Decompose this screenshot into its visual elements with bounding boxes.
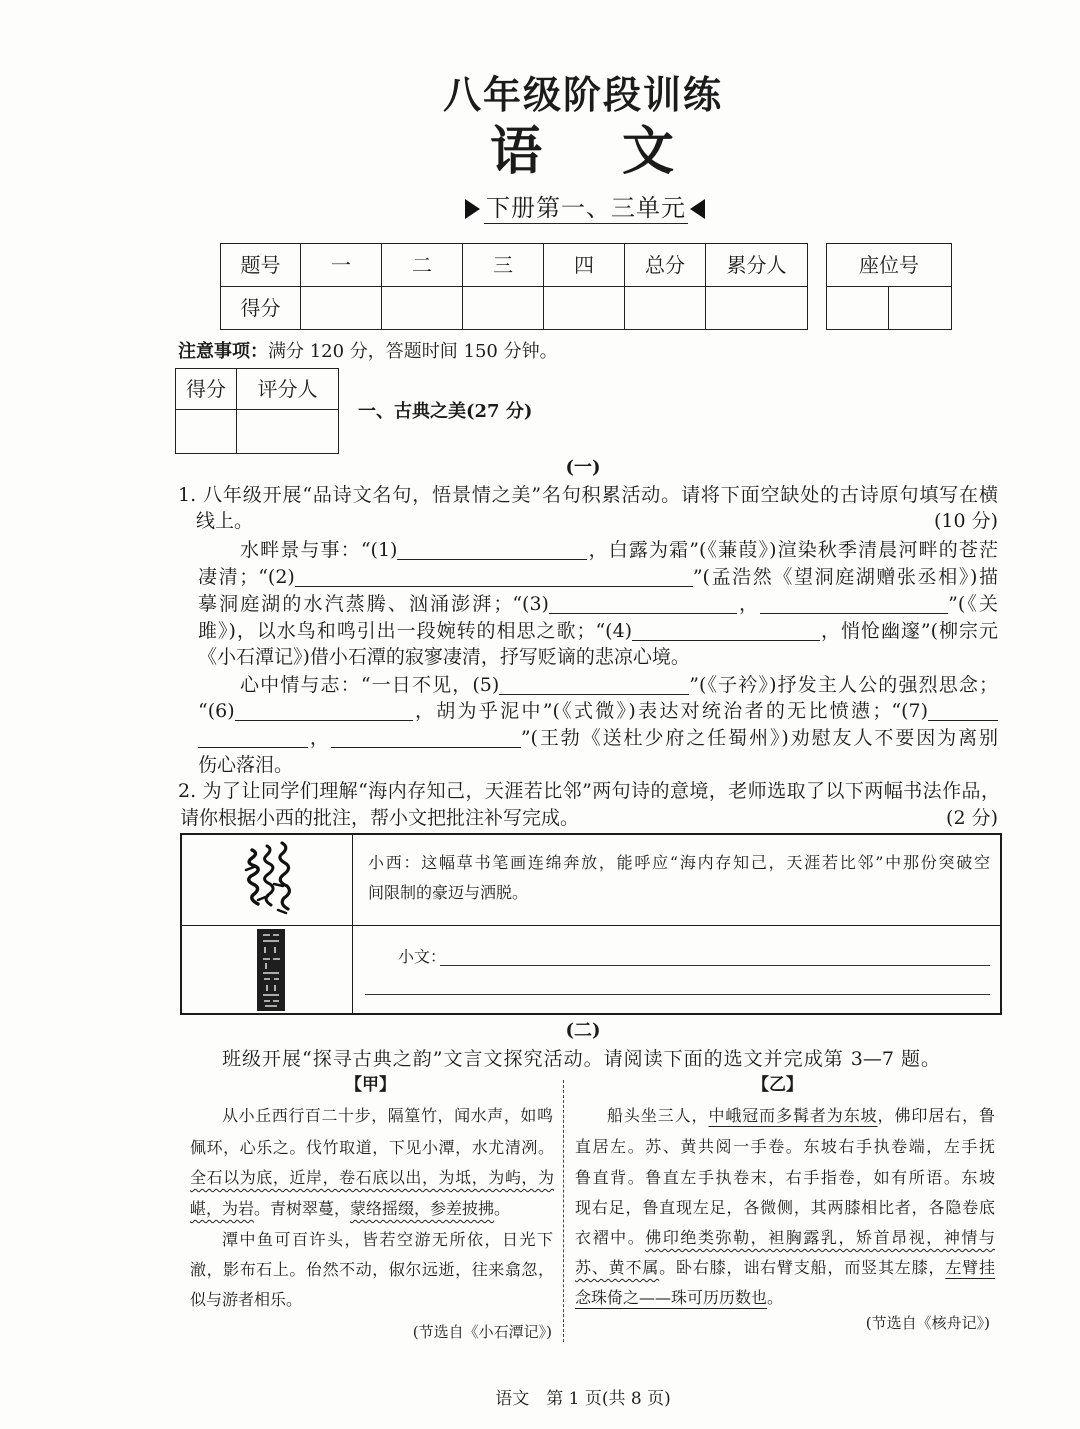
passage-jia-line <box>190 1255 554 1285</box>
score-table-score-row <box>221 287 808 330</box>
passage-jia-line <box>190 1194 554 1224</box>
score-row-label: 得分 <box>221 287 301 330</box>
passage-jia-line <box>190 1133 554 1163</box>
subject-char-2: 文 <box>622 121 675 182</box>
answer-blank-6 <box>235 704 413 721</box>
passage-yi-line <box>575 1283 995 1313</box>
q1-text: ， <box>736 593 761 615</box>
xiaowen-label: 小文： <box>398 947 447 966</box>
passage-text: 从小丘西行百二十步，隔篁竹，闻水声，如鸣 <box>222 1106 553 1125</box>
seat-value-row <box>827 287 952 330</box>
part-label-1: (一) <box>565 457 601 478</box>
passage-yi-line <box>575 1132 995 1162</box>
passage-yi-line <box>575 1223 995 1253</box>
grader-table <box>175 368 339 454</box>
passage-yi-line <box>575 1253 995 1283</box>
passage-text: 。青树翠蔓， <box>254 1199 351 1218</box>
q1-text: 摹洞庭湖的水汽蒸腾、汹涌澎湃；“(3) <box>198 593 549 615</box>
box-divider-horizontal <box>180 925 1000 926</box>
score-header-cell: 四 <box>544 244 625 287</box>
score-cell <box>706 287 808 330</box>
passage-text: 。 <box>494 1199 511 1218</box>
grader-score-label: 得分 <box>176 369 237 410</box>
score-header-cell: 一 <box>301 244 382 287</box>
answer-blank-4 <box>632 624 820 641</box>
answer-blank-3a <box>549 597 737 614</box>
score-cell <box>301 287 382 330</box>
passage-text: 佛印绝类弥勒，袒胸露乳，矫首昂视，神情与 <box>645 1228 995 1247</box>
answer-blank-7b <box>198 731 308 748</box>
seat-cell <box>889 287 952 330</box>
q1-text: ”(孟浩然《望洞庭湖赠张丞相》)描 <box>692 566 998 588</box>
score-table <box>220 243 808 330</box>
seat-number-label: 座位号 <box>827 244 952 287</box>
passage-text: 全石以为底，近岸，卷石底以出，为坻，为屿，为 <box>190 1168 554 1187</box>
q1-text: 凄清；“(2) <box>198 566 295 588</box>
passage-text: 念珠倚之——珠可历历数也 <box>575 1288 768 1307</box>
passage-text: 直居左。苏、黄共阅一手卷。东坡右手执卷端，左手抚 <box>575 1137 995 1156</box>
grader-name-cell <box>237 410 339 454</box>
q1-text: 水畔景与事：“(1) <box>240 539 398 561</box>
q1-text: 雎》)，以水鸟和鸣引出一段婉转的相思之歌；“(4) <box>198 620 633 642</box>
passage-text: 嵁，为岩 <box>190 1199 255 1218</box>
q1-line <box>198 564 998 591</box>
q1-line <box>240 537 998 564</box>
score-cell <box>382 287 463 330</box>
passage-text: 蒙络摇缀，参差披拂 <box>350 1199 495 1218</box>
seat-cell <box>827 287 889 330</box>
q1-points: (10 分) <box>933 510 998 532</box>
triangle-right-icon <box>465 199 480 219</box>
grader-score-cell <box>176 410 237 454</box>
passage-yi-label: 【乙】 <box>752 1075 803 1095</box>
q1-text: ，胡为乎泥中”(《式微》)表达对统治者的无比愤懑；“(7) <box>412 700 928 722</box>
passage-jia-source: (节选自《小石潭记》) <box>412 1323 552 1341</box>
q1-text: 心中情与志：“一日不见，(5) <box>240 674 500 696</box>
passage-text: 。卧右膝，诎右臂支船，而竖其左膝， <box>659 1258 946 1277</box>
xiaowen-answer-line <box>440 965 990 966</box>
score-table-header-row <box>221 244 808 287</box>
passage-jia-label: 【甲】 <box>345 1075 396 1095</box>
passage-jia-line <box>222 1225 553 1255</box>
q1-text: ”(《子衿》)抒发主人公的强烈思念； <box>689 674 998 696</box>
xiaoxi-annotation-line: 小西：这幅草书笔画连绵奔放，能呼应“海内存知己，天涯若比邻”中那份突破空 <box>368 853 990 872</box>
passage-text: 现右足，鲁直现左足，各微侧，其两膝相比者，各隐卷底 <box>575 1198 995 1217</box>
passage-jia-line <box>190 1285 554 1315</box>
q1-text: ， <box>308 727 331 749</box>
scope-label: 下册第一、三单元 <box>486 194 686 222</box>
q2-stem-line: 请你根据小西的批注，帮小文把批注补写完成。 <box>180 807 580 829</box>
passage-yi-line <box>607 1101 995 1131</box>
subject-char-1: 语 <box>490 121 543 182</box>
column-divider <box>563 1080 564 1342</box>
q1-stem-line: 1. 八年级开展“品诗文名句，悟景情之美”名句积累活动。请将下面空缺处的古诗原句填写在横 <box>178 484 998 506</box>
passage-text: 。 <box>767 1288 784 1307</box>
triangle-left-icon <box>690 199 705 219</box>
score-header-cell: 二 <box>382 244 463 287</box>
score-cell <box>463 287 544 330</box>
passage-yi-line <box>575 1163 995 1193</box>
q1-text: 伤心落泪。 <box>198 754 294 776</box>
answer-blank-2 <box>295 570 693 587</box>
passage-jia-line <box>190 1163 554 1193</box>
seat-header-row <box>827 244 952 287</box>
xiaoxi-annotation-line: 间限制的豪迈与洒脱。 <box>368 883 529 902</box>
score-header-cell: 三 <box>463 244 544 287</box>
part-label-2: (二) <box>565 1020 601 1041</box>
passage-text: 衣褶中。 <box>575 1228 646 1247</box>
cursive-calligraphy-artwork <box>238 840 298 922</box>
grader-header-row <box>176 369 339 410</box>
part2-intro: 班级开展“探寻古典之韵”文言文探究活动。请阅读下面的选文并完成第 3—7 题。 <box>222 1048 940 1070</box>
score-header-cell: 累分人 <box>706 244 808 287</box>
xiaowen-answer-line <box>365 994 990 995</box>
q1-line <box>240 672 998 699</box>
q1-line <box>198 698 998 725</box>
q1-text: ，悄怆幽邃”(柳宗元 <box>820 620 998 642</box>
section-title: 一、古典之美(27 分) <box>358 401 533 422</box>
passage-yi-line <box>575 1193 995 1223</box>
passage-text: 潭中鱼可百许头，皆若空游无所依，日光下 <box>222 1230 553 1249</box>
q2-points: (2 分) <box>946 807 998 829</box>
q1-line <box>198 752 498 779</box>
passage-text: 中峨冠而多髯者为东坡 <box>708 1106 878 1125</box>
notice-label: 注意事项： <box>178 341 268 362</box>
exam-title: 八年级阶段训练 <box>442 72 723 117</box>
q1-text: ”(王勃《送杜少府之任蜀州》)劝慰友人不要因为离别 <box>520 727 998 749</box>
page-footer: 语文 第 1 页(共 8 页) <box>495 1389 671 1409</box>
passage-text: 苏、黄不属 <box>575 1258 660 1277</box>
clerical-calligraphy-artwork <box>255 929 287 1013</box>
notice-text: 满分 120 分，答题时间 150 分钟。 <box>268 341 558 362</box>
passage-text: 似与游者相乐。 <box>190 1290 303 1309</box>
q2-stem-line: 2. 为了让同学们理解“海内存知己，天涯若比邻”两句诗的意境，老师选取了以下两幅书法作品， <box>178 780 1000 802</box>
passage-text: 鲁直背。鲁直左手执卷末，右手指卷，如有所语。东坡 <box>575 1168 995 1187</box>
answer-blank-3b <box>760 597 948 614</box>
box-divider-vertical <box>352 833 353 1013</box>
q1-text: “(6) <box>198 700 235 722</box>
passage-text: 左臂挂 <box>945 1258 995 1277</box>
q1-line <box>198 591 998 618</box>
answer-blank-1 <box>397 543 587 560</box>
answer-blank-7a <box>928 704 998 721</box>
grader-value-row <box>176 410 339 454</box>
q1-text: ，白露为霜”(《蒹葭》)渲染秋季清晨河畔的苍茫 <box>587 539 998 561</box>
seat-number-table <box>826 243 952 330</box>
score-header-cell: 题号 <box>221 244 301 287</box>
exam-notice <box>178 340 558 364</box>
q1-text: 《小石潭记》)借小石潭的寂寥凄清，抒写贬谪的悲凉心境。 <box>198 646 690 668</box>
passage-text: 佩环，心乐之。伐竹取道，下见小潭，水尤清冽。 <box>190 1138 554 1157</box>
passage-yi-source: (节选自《核舟记》) <box>865 1314 990 1332</box>
passage-text: 船头坐三人， <box>607 1106 709 1125</box>
q1-stem-line: 线上。 <box>196 510 254 532</box>
q1-text: ”(《关 <box>948 593 998 615</box>
q1-line <box>198 644 998 671</box>
score-cell <box>544 287 625 330</box>
q1-line <box>198 725 998 752</box>
score-cell <box>625 287 706 330</box>
score-header-cell: 总分 <box>625 244 706 287</box>
passage-text: ，佛印居右，鲁 <box>877 1106 995 1125</box>
q1-line <box>198 618 998 645</box>
grader-name-label: 评分人 <box>237 369 339 410</box>
answer-blank-5 <box>499 678 689 695</box>
answer-blank-7c <box>331 731 521 748</box>
passage-jia-line <box>222 1101 553 1131</box>
passage-text: 澈，影布石上。佁然不动，俶尔远逝，往来翕忽， <box>190 1260 554 1279</box>
